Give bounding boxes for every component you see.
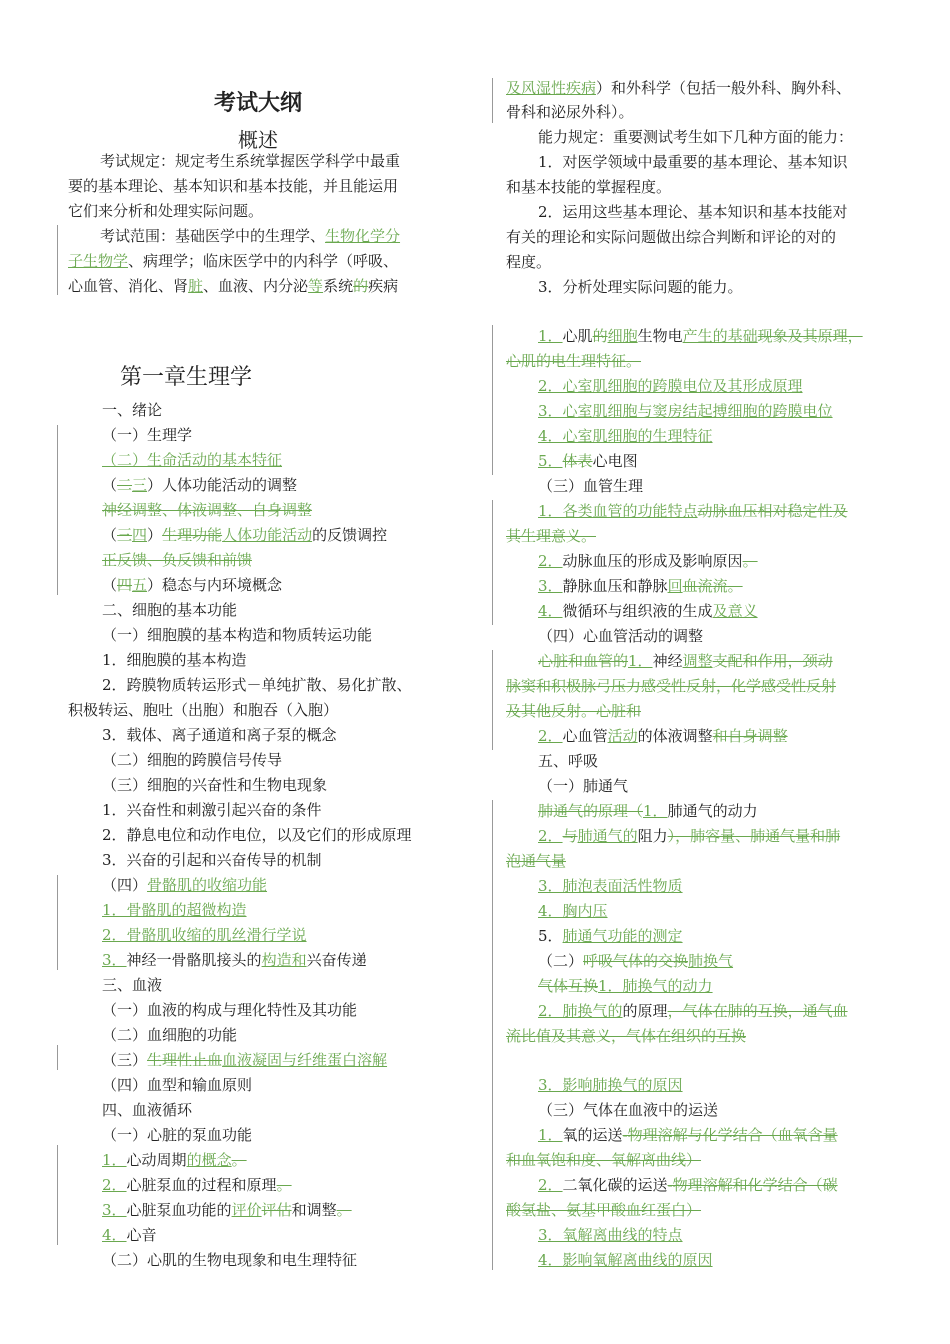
outline-line: （二）血细胞的功能 — [102, 1026, 238, 1044]
outline-line: 3．氧解离曲线的特点 — [538, 1226, 683, 1244]
outline-line: 及其他反射。心脏和 — [506, 702, 642, 720]
outline-line: （四）骨骼肌的收缩功能 — [102, 876, 268, 894]
outline-line: （一）心脏的泵血功能 — [102, 1126, 253, 1144]
outline-line: 2．肺换气的的原理，气体在肺的互换，通气血 — [538, 1002, 848, 1020]
outline-line: 4．微循环与组织液的生成及意义 — [538, 602, 758, 620]
outline-line: （二）细胞的跨膜信号传导 — [102, 751, 283, 769]
outline-line: 3．兴奋的引起和兴奋传导的机制 — [102, 851, 322, 869]
outline-line: 1．心动周期的概念。 — [102, 1151, 247, 1169]
outline-line: （一）细胞膜的基本构造和物质转运功能 — [102, 626, 373, 644]
outline-line: 三、血液 — [102, 976, 163, 994]
outline-line: 1．氧的运送-物理溶解与化学结合（血氧含量 — [538, 1126, 838, 1144]
outline-line: 2．与肺通气的阻力），肺容量、肺通气量和肺 — [538, 827, 841, 845]
outline-line: 2．心室肌细胞的跨膜电位及其形成原理 — [538, 377, 803, 395]
outline-line: 脉窦和积极脉弓压力感受性反射，化学感受性反射 — [506, 677, 837, 695]
outline-line: 5．体表心电图 — [538, 452, 638, 470]
outline-line: 二、细胞的基本功能 — [102, 601, 238, 619]
revision-bar — [492, 78, 493, 123]
outline-line: 骨科和泌尿外科）。 — [506, 103, 634, 121]
outline-line: （一）生理学 — [102, 426, 193, 444]
outline-line: 2．动脉血压的形成及影响原因。 — [538, 552, 758, 570]
outline-line: 2．静息电位和动作电位，以及它们的形成原理 — [102, 826, 412, 844]
document-title: 考试大纲 — [213, 90, 302, 116]
outline-line: 流比值及其意义，气体在组织的互换 — [506, 1027, 747, 1045]
revision-bar — [492, 325, 493, 475]
outline-line: 1．骨骼肌的超微构造 — [102, 901, 247, 919]
outline-line: （三四）生理功能人体功能活动的反馈调控 — [102, 526, 388, 544]
outline-line: 其生理意义。 — [506, 527, 597, 545]
intro-paragraph-2: 心血管、消化、肾脏、血液、内分泌等系统的疾病 — [68, 277, 399, 295]
document-subtitle: 概述 — [238, 128, 278, 152]
outline-line: 肺通气的原理（1．肺通气的动力 — [538, 802, 758, 820]
revision-bar — [492, 500, 493, 625]
outline-line: 心脏和血管的1．神经调整支配和作用，颈动 — [538, 652, 833, 670]
outline-line: 3．心室肌细胞与窦房结起搏细胞的跨膜电位 — [538, 402, 833, 420]
outline-line: 和基本技能的掌握程度。 — [506, 178, 672, 196]
outline-line: 5．肺通气功能的测定 — [538, 927, 683, 945]
outline-line: （二）心肌的生物电现象和电生理特征 — [102, 1251, 358, 1269]
outline-line: （二三）人体功能活动的调整 — [102, 476, 298, 494]
outline-line: 4．心室肌细胞的生理特征 — [538, 427, 713, 445]
chapter-heading: 第一章生理学 — [120, 365, 253, 390]
outline-line: （四）血型和输血原则 — [102, 1076, 253, 1094]
outline-line: 4．心音 — [102, 1226, 157, 1244]
outline-line: 和血氧饱和度、氧解离曲线） — [506, 1151, 702, 1169]
outline-line: 能力规定：重要测试考生如下几种方面的能力： — [538, 128, 854, 146]
outline-line: （四）心血管活动的调整 — [538, 627, 704, 645]
outline-line: 酸氢盐、氨基甲酸血红蛋白） — [506, 1201, 702, 1219]
outline-line: 神经调整、体液调整、自身调整 — [102, 501, 313, 519]
outline-line: （三）细胞的兴奋性和生物电现象 — [102, 776, 328, 794]
revision-bar — [492, 800, 493, 1270]
revision-bar — [57, 225, 58, 295]
revision-bar — [57, 1045, 58, 1070]
outline-line: 3．载体、离子通道和离子泵的概念 — [102, 726, 337, 744]
outline-line: 一、绪论 — [102, 401, 163, 419]
outline-line: 及风湿性疾病）和外科学（包括一般外科、胸外科、 — [506, 79, 852, 97]
outline-line: （一）肺通气 — [538, 777, 629, 795]
outline-line: 气体互换1．肺换气的动力 — [538, 977, 713, 995]
revision-bar — [57, 425, 58, 595]
outline-line: 2．跨膜物质转运形式－单纯扩散、易化扩散、 — [102, 676, 412, 694]
outline-line: （二）呼吸气体的交换肺换气 — [538, 952, 734, 970]
outline-line: （三）血管生理 — [538, 477, 644, 495]
outline-line: 程度。 — [506, 253, 552, 271]
outline-line: 正反馈、负反馈和前馈 — [102, 551, 253, 569]
outline-line: 积极转运、胞吐（出胞）和胞吞（入胞） — [68, 701, 339, 719]
outline-line: （一）血液的构成与理化特性及其功能 — [102, 1001, 358, 1019]
outline-line: 1．对医学领域中最重要的基本理论、基本知识 — [538, 153, 848, 171]
intro-paragraph-1: 它们来分析和处理实际问题。 — [68, 202, 264, 220]
outline-line: 2．骨骼肌收缩的肌丝滑行学说 — [102, 926, 307, 944]
revision-bar — [492, 650, 493, 750]
intro-paragraph-1: 考试规定：规定考生系统掌握医学科学中最重 — [100, 152, 401, 170]
outline-line: 4．胸内压 — [538, 902, 608, 920]
outline-line: 1．心肌的细胞生物电产生的基础现象及其原理， — [538, 327, 863, 345]
outline-line: 3．心脏泵血功能的评价评估和调整。 — [102, 1201, 352, 1219]
outline-line: （三）气体在血液中的运送 — [538, 1101, 719, 1119]
outline-line: 2．二氧化碳的运送-物理溶解和化学结合（碳 — [538, 1176, 838, 1194]
outline-line: 2．心血管活动的体液调整和自身调整 — [538, 727, 788, 745]
outline-line: （二）生命活动的基本特征 — [102, 451, 283, 469]
outline-line: （四五）稳态与内环境概念 — [102, 576, 283, 594]
outline-line: 3．分析处理实际问题的能力。 — [538, 278, 743, 296]
outline-line: 3．神经一骨骼肌接头的构造和兴奋传递 — [102, 951, 367, 969]
outline-line: 1．各类血管的功能特点动脉血压相对稳定性及 — [538, 502, 848, 520]
outline-line: 4．影响氧解离曲线的原因 — [538, 1251, 713, 1269]
outline-line: 五、呼吸 — [538, 752, 599, 770]
outline-line: 1．兴奋性和刺激引起兴奋的条件 — [102, 801, 322, 819]
intro-paragraph-2: 子生物学、病理学；临床医学中的内科学（呼吸、 — [68, 252, 399, 270]
intro-paragraph-1: 要的基本理论、基本知识和基本技能，并且能运用 — [68, 177, 399, 195]
outline-line: 1．细胞膜的基本构造 — [102, 651, 247, 669]
revision-bar — [57, 1145, 58, 1245]
outline-line: 2．心脏泵血的过程和原理。 — [102, 1176, 292, 1194]
outline-line: 四、血液循环 — [102, 1101, 193, 1119]
outline-line: （三）生理性止血血液凝固与纤维蛋白溶解 — [102, 1051, 388, 1069]
outline-line: 有关的理论和实际问题做出综合判断和评论的对的 — [506, 228, 837, 246]
outline-line: 2．运用这些基本理论、基本知识和基本技能对 — [538, 203, 848, 221]
outline-line: 3．静脉血压和静脉回血流流。 — [538, 577, 743, 595]
outline-line: 心肌的电生理特征。 — [506, 352, 642, 370]
outline-line: 3．肺泡表面活性物质 — [538, 877, 683, 895]
intro-paragraph-2: 考试范围：基础医学中的生理学、生物化学分 — [100, 227, 401, 245]
outline-line: 3．影响肺换气的原因 — [538, 1076, 683, 1094]
revision-bar — [57, 875, 58, 970]
outline-line: 泡通气量 — [506, 852, 567, 870]
